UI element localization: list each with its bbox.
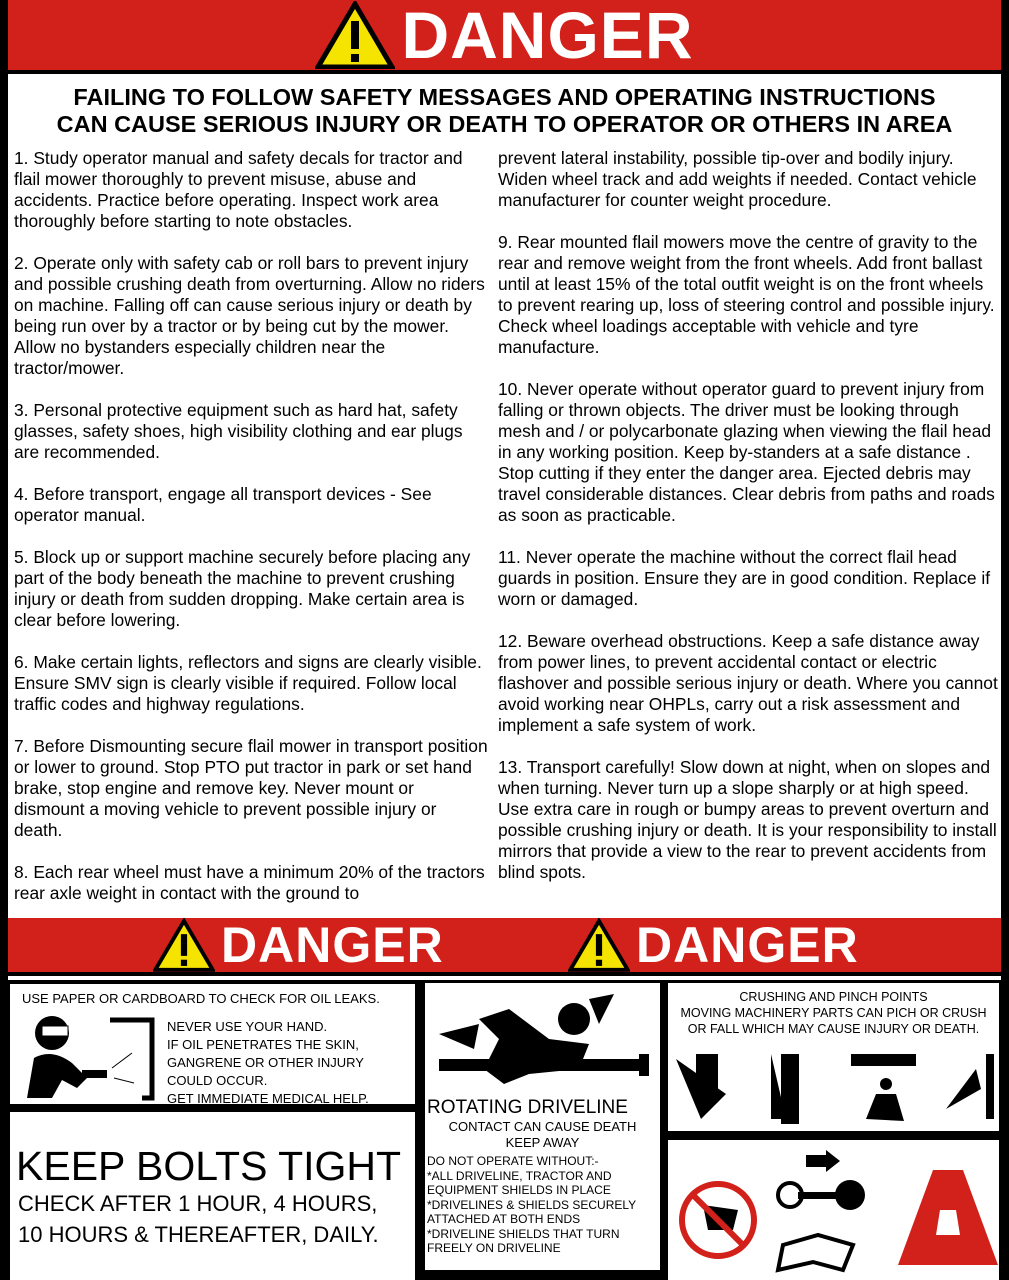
headline xyxy=(8,84,1001,138)
warning-triangle-icon xyxy=(315,1,395,69)
danger-header xyxy=(8,0,1001,74)
safety-item: 3. Personal protective equipment such as hard hat, safety glasses, safety shoes, high visibility clothing and ear plugs are recommended. xyxy=(14,400,463,462)
danger-label: DANGER xyxy=(221,917,444,973)
crush-title: CRUSHING AND PINCH POINTS xyxy=(739,990,928,1004)
oil-leak-panel xyxy=(10,984,415,1104)
crush-hazard-pictograms-icon xyxy=(676,1049,996,1124)
text-line: EQUIPMENT SHIELDS IN PLACE xyxy=(427,1183,611,1197)
safety-item: 2. Operate only with safety cab or roll bars to prevent injury and possible crushing death from overturning. Allow no riders on machine. Falling off can cause serious injury or death by being run over by a tractor or by being cut by the mower. Allow no bystanders especially children near the tractor/mower. xyxy=(14,253,485,378)
safety-item: 13. Transport carefully! Slow down at night, when on slopes and when turning. Never turn up a slope sharply or at high speed. Use extra care in rough or bumpy areas to prevent overturn and possible crushing injury or death. It is your responsibility to install mirrors that provide a view to the rear to prevent accidents from blind spots. xyxy=(498,757,997,882)
safety-item: 9. Rear mounted flail mowers move the centre of gravity to the rear and remove weight from the front wheels. Add front ballast until at least 15% of the total outfit weight is on the front wheels to prevent rearing up, loss of steering control and possible injury. Check wheel loadings acceptable with vehicle and tyre manufacture. xyxy=(498,232,995,357)
crush-panel-text xyxy=(668,989,999,1037)
symbols-panel xyxy=(668,1140,999,1280)
driveline-text xyxy=(427,1154,636,1256)
warning-triangle-icon xyxy=(568,918,630,972)
crushing-pinch-panel xyxy=(668,983,999,1131)
safety-item: 5. Block up or support machine securely before placing any part of the body beneath the machine to prevent crushing injury or death from sudden dropping. Make certain area is clear before lowering. xyxy=(14,547,471,630)
safety-item: 11. Never operate the machine without the correct flail head guards in position. Ensure they are in good condition. Replace if worn or damaged. xyxy=(498,547,991,609)
text-line: CHECK AFTER 1 HOUR, 4 HOURS, xyxy=(18,1191,378,1216)
text-line: FREELY ON DRIVELINE xyxy=(427,1241,561,1255)
safety-item: 4. Before transport, engage all transport devices - See operator manual. xyxy=(14,484,432,525)
rotating-driveline-panel xyxy=(425,983,660,1270)
text-line: COULD OCCUR. xyxy=(167,1073,268,1088)
safety-decal xyxy=(8,0,1001,1280)
safety-item: 10. Never operate without operator guard to prevent injury from falling or thrown objects. The driver must be looking through mesh and / or polycarbonate glazing when viewing the flail head in any working position. Keep by-standers at a safe distance . Stop cutting if they enter the danger area. Ejected debris may travel considerable distances. Clear debris from paths and roads as soon as practicable. xyxy=(498,379,995,525)
text-line: IF OIL PENETRATES THE SKIN, xyxy=(167,1037,359,1052)
safety-item: 8. Each rear wheel must have a minimum 20% of the tractors rear axle weight in contact with the ground to xyxy=(14,862,485,903)
right-column xyxy=(498,148,998,904)
safety-item: prevent lateral instability, possible tip-over and bodily injury. Widen wheel track and add weights if needed. Contact vehicle manufacturer for counter weight procedure. xyxy=(498,148,977,210)
safety-item: 12. Beware overhead obstructions. Keep a safe distance away from power lines, to prevent accidental contact or electric flashover and possible serious injury or death. Where you cannot avoid working near OHPLs, carry out a risk assessment and implement a safe system of work. xyxy=(498,631,998,735)
text-line: GET IMMEDIATE MEDICAL HELP. xyxy=(167,1091,369,1106)
safety-item: 1. Study operator manual and safety decals for tractor and flail mower thoroughly to prevent misuse, abuse and accidents. Practice before operating. Inspect work area thoroughly before starting to note obstacles. xyxy=(14,148,463,231)
driveline-title: ROTATING DRIVELINE xyxy=(427,1097,628,1118)
headline-line: CAN CAUSE SERIOUS INJURY OR DEATH TO OPERATOR OR OTHERS IN AREA xyxy=(56,111,953,137)
danger-label: DANGER xyxy=(636,917,859,973)
bolts-title: KEEP BOLTS TIGHT xyxy=(16,1143,402,1189)
prohibition-key-manual-logo-icons xyxy=(678,1150,998,1275)
text-line: KEEP AWAY xyxy=(505,1135,580,1150)
bolts-text xyxy=(18,1188,379,1250)
headline-line: FAILING TO FOLLOW SAFETY MESSAGES AND OPERATING INSTRUCTIONS xyxy=(73,84,936,110)
oil-injection-pictogram-icon xyxy=(22,1008,162,1103)
text-line: CONTACT CAN CAUSE DEATH xyxy=(448,1119,637,1134)
keep-bolts-tight-panel xyxy=(10,1112,415,1280)
text-line: *ALL DRIVELINE, TRACTOR AND xyxy=(427,1168,612,1183)
oil-panel-text xyxy=(167,1018,369,1108)
text-line: *DRIVELINE SHIELDS THAT TURN xyxy=(427,1226,620,1241)
safety-item: 6. Make certain lights, reflectors and signs are clearly visible. Ensure SMV sign is clearly visible if required. Follow local traffic codes and highway regulations. xyxy=(14,652,482,714)
danger-title: DANGER xyxy=(401,0,694,72)
left-column xyxy=(14,148,488,925)
oil-panel-title: USE PAPER OR CARDBOARD TO CHECK FOR OIL LEAKS. xyxy=(22,991,380,1006)
danger-banner xyxy=(8,918,1001,976)
driveline-entanglement-pictogram-icon xyxy=(429,989,654,1089)
warning-triangle-icon xyxy=(153,918,215,972)
text-line: NEVER USE YOUR HAND. xyxy=(167,1019,328,1034)
text-line: *DRIVELINES & SHIELDS SECURELY xyxy=(427,1197,637,1212)
driveline-subtitle xyxy=(425,1119,660,1151)
pictogram-panels xyxy=(8,980,1001,1280)
text-line: ATTACHED AT BOTH ENDS xyxy=(427,1212,581,1226)
safety-item: 7. Before Dismounting secure flail mower in transport position or lower to ground. Stop PTO put tractor in park or set hand brake, stop engine and remove key. Never mount or dismount a moving vehicle to prevent possible injury or death. xyxy=(14,736,488,840)
text-line: OR FALL WHICH MAY CAUSE INJURY OR DEATH. xyxy=(687,1022,980,1036)
text-line: GANGRENE OR OTHER INJURY xyxy=(167,1055,364,1070)
text-line: DO NOT OPERATE WITHOUT:- xyxy=(427,1154,599,1168)
text-line: 10 HOURS & THEREAFTER, DAILY. xyxy=(18,1222,379,1247)
text-line: MOVING MACHINERY PARTS CAN PICH OR CRUSH xyxy=(680,1006,987,1020)
